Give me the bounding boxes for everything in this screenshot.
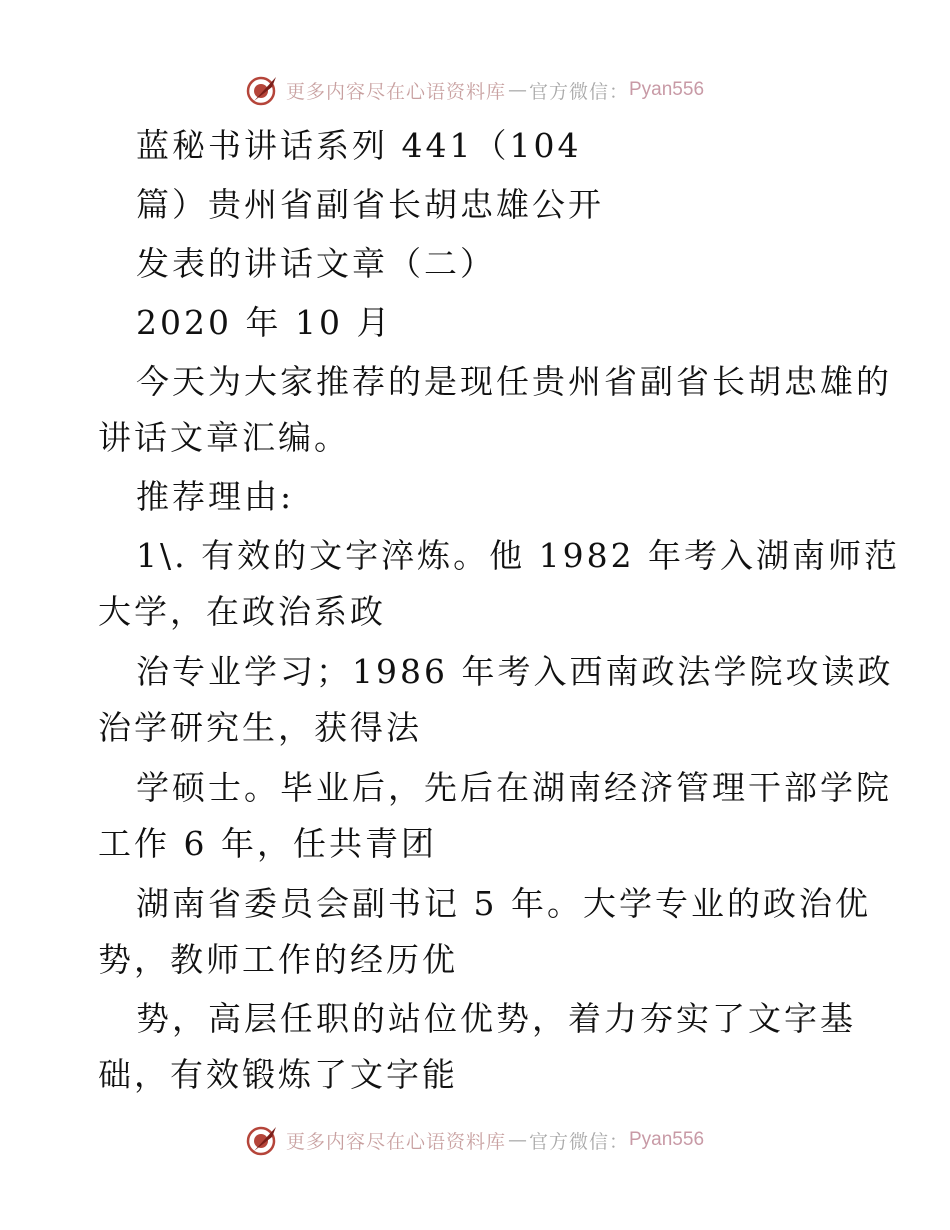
doc-line-5: 今天为大家推荐的是现任贵州省副省长胡忠雄的	[136, 362, 892, 401]
quill-logo-icon	[246, 73, 280, 107]
watermark-wechat-id: Pyan556	[629, 79, 705, 100]
doc-line-12: 学硕士。毕业后，先后在湖南经济管理干部学院	[136, 768, 892, 807]
doc-line-13: 工作 6 年，任共青团	[98, 824, 437, 863]
doc-line-8: 1\. 有效的文字淬炼。他 1982 年考入湖南师范	[136, 536, 901, 575]
doc-line-14: 湖南省委员会副书记 5 年。大学专业的政治优	[136, 884, 871, 923]
doc-line-16: 势，高层任职的站位优势，着力夯实了文字基	[136, 999, 856, 1038]
watermark-dash: —	[507, 1129, 527, 1151]
doc-line-1: 蓝秘书讲话系列 441（104	[136, 126, 582, 165]
doc-line-15: 势，教师工作的经历优	[98, 940, 458, 979]
watermark-wechat-id: Pyan556	[629, 1129, 705, 1150]
watermark-wechat-label: 官方微信：	[528, 1130, 629, 1153]
doc-line-4: 2020 年 10 月	[136, 303, 393, 342]
watermark-text: 更多内容尽在心语资料库	[285, 80, 506, 103]
doc-line-3: 发表的讲话文章（二）	[136, 244, 496, 283]
header-watermark	[0, 70, 950, 110]
doc-line-10: 治专业学习；1986 年考入西南政法学院攻读政	[136, 652, 894, 691]
doc-line-2: 篇）贵州省副省长胡忠雄公开	[136, 185, 604, 224]
doc-line-17: 础，有效锻炼了文字能	[98, 1055, 458, 1094]
footer-watermark	[0, 1120, 950, 1160]
watermark-text: 更多内容尽在心语资料库	[285, 1130, 506, 1153]
doc-line-11: 治学研究生，获得法	[98, 708, 422, 747]
quill-logo-icon	[246, 1123, 280, 1157]
watermark-wechat-label: 官方微信：	[528, 80, 629, 103]
doc-line-6: 讲话文章汇编。	[98, 418, 350, 457]
watermark-dash: —	[507, 79, 527, 101]
doc-line-9: 大学，在政治系政	[98, 592, 386, 631]
doc-line-7: 推荐理由:	[136, 477, 295, 516]
